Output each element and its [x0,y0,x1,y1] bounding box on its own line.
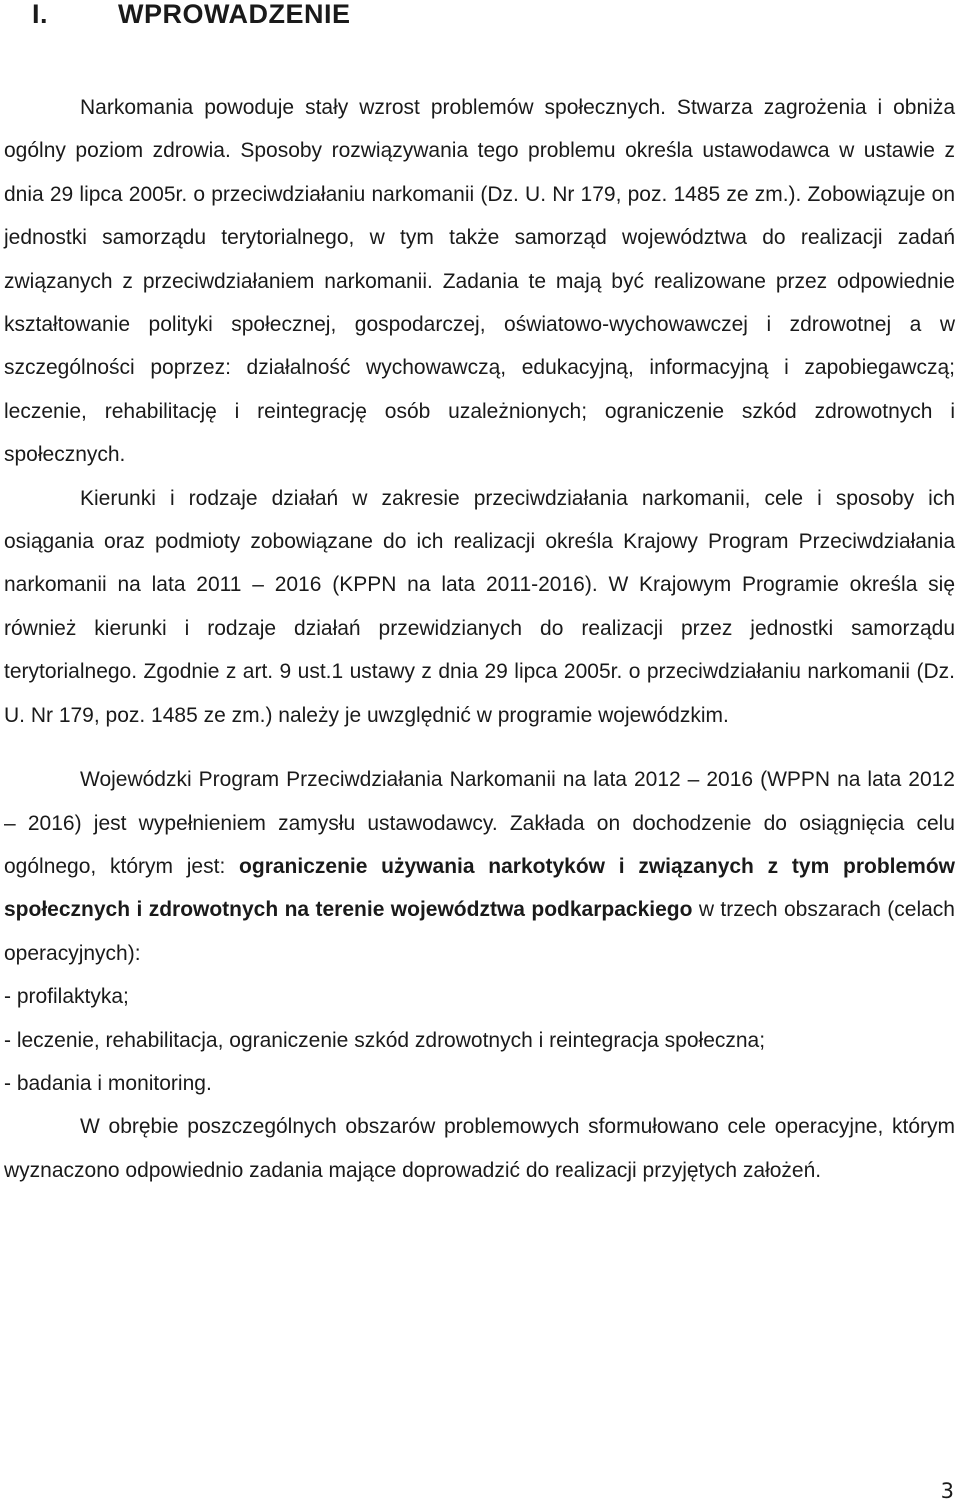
section-heading [32,0,351,34]
paragraph-operational-goals: W obrębie poszczególnych obszarów problemowych sformułowano cele operacyjne, którym wyznaczono odpowiednio zadania mające doprowadzić do realizacji przyjętych założeń. [4,1115,955,1182]
paragraph-kppn: Kierunki i rodzaje działań w zakresie przeciwdziałania narkomanii, cele i sposoby ich osiągania oraz podmioty zobowiązane do ich realizacji określa Krajowy Program Przeciwdziałania narkomanii na lata 2011 – 2016 (KPPN na lata 2011-2016). W Krajowym Programie określa się również kierunki i rodzaje działań przewidzianych do realizacji przez jednostki samorządu terytorialnego. Zgodnie z art. 9 ust.1 ustawy z dnia 29 lipca 2005r. o przeciwdziałaniu narkomanii (Dz. U. Nr 179, poz. 1485 ze zm.) należy je uwzględnić w programie wojewódzkim. [4,486,955,727]
list-item-badania: - badania i monitoring. [4,1071,212,1095]
paragraph-wppn-text-start: Wojewódzki Program Przeciwdziałania Narkomanii na lata 2012 – 2016 (WPPN na lata 2012 – 2016) jest wypełnieniem zamysłu ustawodawcy. Zakłada on dochodzenie do osiągnięcia celu ogólnego, którym jest: [4,768,955,878]
list-item-leczenie: - leczenie, rehabilitacja, ograniczenie szkód zdrowotnych i reintegracja społeczna; [4,1028,766,1052]
paragraph-intro: Narkomania powoduje stały wzrost problemów społecznych. Stwarza zagrożenia i obniża ogólny poziom zdrowia. Sposoby rozwiązywania tego problemu określa ustawodawca w ustawie z dnia 29 lipca 2005r. o przeciwdziałaniu narkomanii (Dz. U. Nr 179, poz. 1485 ze zm.). Zobowiązuje on jednostki samorządu terytorialnego, w tym także samorząd województwa do realizacji zadań związanych z przeciwdziałaniem narkomanii. Zadania te mają być realizowane przez odpowiednie kształtowanie polityki społecznej, gospodarczej, oświatowo-wychowawczej i zdrowotnej a w szczególności poprzez: działalność wychowawczą, edukacyjną, informacyjną i zapobiegawczą; leczenie, rehabilitację i reintegrację osób uzależnionych; ograniczenie szkód zdrowotnych i społecznych. [4,96,955,467]
paragraph-wppn [4,758,955,975]
document-body [4,86,955,1192]
general-goal-text: ograniczenie używania narkotyków i związanych z tym problemów społecznych i zdrowotnych na terenie województwa podkarpackiego [4,854,955,922]
section-number: I. [32,0,49,29]
paragraph-wppn-text-end: w trzech obszarach (celach operacyjnych): [4,898,955,965]
list-item-profilaktyka: - profilaktyka; [4,985,129,1009]
page-number: 3 [940,1479,954,1503]
section-title: WPROWADZENIE [118,0,351,29]
